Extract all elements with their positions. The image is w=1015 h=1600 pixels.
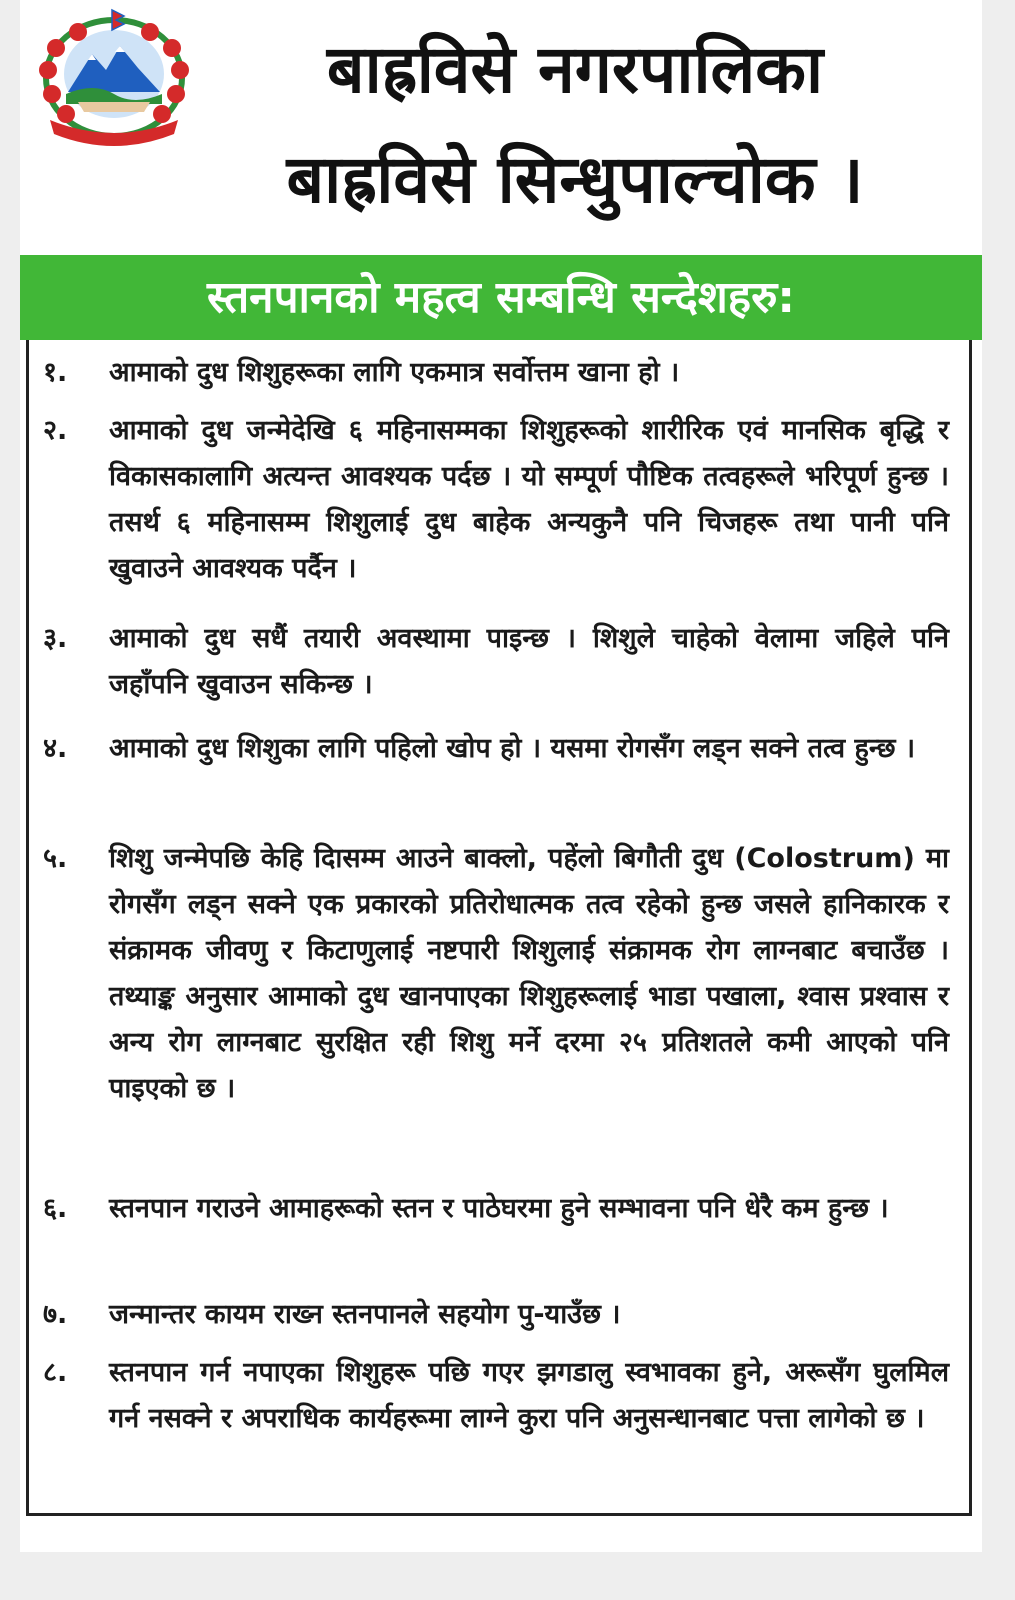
municipality-location: बाह्रविसे सिन्धुपाल्चोक ।: [286, 141, 864, 218]
item-text: आमाको दुध सधैं तयारी अवस्थामा पाइन्छ । शिशुले चाहेको वेलामा जहिले पनि जहाँपनि खुवाउन सकिन्छ ।: [109, 623, 949, 700]
item-number: २.: [43, 415, 68, 446]
poster-sheet: [20, 0, 982, 1552]
item-text: स्तनपान गराउने आमाहरूको स्तन र पाठेघरमा हुने सम्भावना पनि धेरै कम हुन्छ ।: [109, 1193, 889, 1224]
item-number: ६.: [43, 1193, 68, 1224]
item-text: आमाको दुध शिशुका लागि पहिलो खोप हो । यसमा रोगसँग लड्न सक्ने तत्व हुन्छ ।: [109, 733, 916, 764]
nepal-municipality-emblem-icon: [34, 8, 194, 148]
item-text: स्तनपान गर्न नपाएका शिशुहरू पछि गएर झगडालु स्वभावका हुने, अरूसँग घुलमिल गर्न नसक्ने र अपराधिक कार्यहरूमा लाग्ने कुरा पनि अनुसन्धानबाट पत्ता लागेको छ ।: [109, 1357, 949, 1434]
item-number: १.: [43, 357, 68, 388]
messages-list: [26, 340, 972, 1516]
municipality-name: बाह्रविसे नगरपालिका: [326, 31, 824, 108]
section-banner: स्तनपानको महत्व सम्बन्धि सन्देशहरु:: [20, 255, 982, 340]
item-number: ८.: [43, 1357, 68, 1388]
item-text: आमाको दुध शिशुहरूका लागि एकमात्र सर्वोत्तम खाना हो ।: [109, 357, 680, 388]
item-text: आमाको दुध जन्मेदेखि ६ महिनासम्मका शिशुहरूको शारीरिक एवं मानसिक बृद्धि र विकासकालागि अत्यन्त आवश्यक पर्दछ । यो सम्पूर्ण पौष्टिक तत्वहरूले भरिपूर्ण हुन्छ । तसर्थ ६ महिनासम्म शिशुलाई दुध बाहेक अन्यकुनै पनि चिजहरू तथा पानी पनि खुवाउने आवश्यक पर्दैन ।: [109, 415, 949, 584]
poster-header: [20, 0, 982, 250]
item-text: जन्मान्तर कायम राख्न स्तनपानले सहयोग पु-याउँछ ।: [109, 1299, 621, 1330]
item-text: शिशु जन्मेपछि केहि दिासम्म आउने बाक्लो, पहेंलो बिगौती दुध (Colostrum) मा रोगसँग लड्न सक्ने एक प्रकारको प्रतिरोधात्मक तत्व रहेको हुन्छ जसले हानिकारक र संक्रामक जीवणु र किटाणुलाई नष्टपारी शिशुलाई संक्रामक रोग लाग्नबाट बचाउँछ । तथ्याङ्क अनुसार आमाको दुध खानपाएका शिशुहरूलाई भाडा पखाला, श्वास प्रश्वास र अन्य रोग लाग्नबाट सुरक्षित रही शिशु मर्ने दरमा २५ प्रतिशतले कमी आएको पनि पाइएको छ ।: [109, 843, 949, 1104]
item-number: ४.: [43, 733, 68, 764]
item-number: ५.: [43, 843, 68, 874]
item-number: ७.: [43, 1299, 68, 1330]
item-number: ३.: [43, 623, 68, 654]
